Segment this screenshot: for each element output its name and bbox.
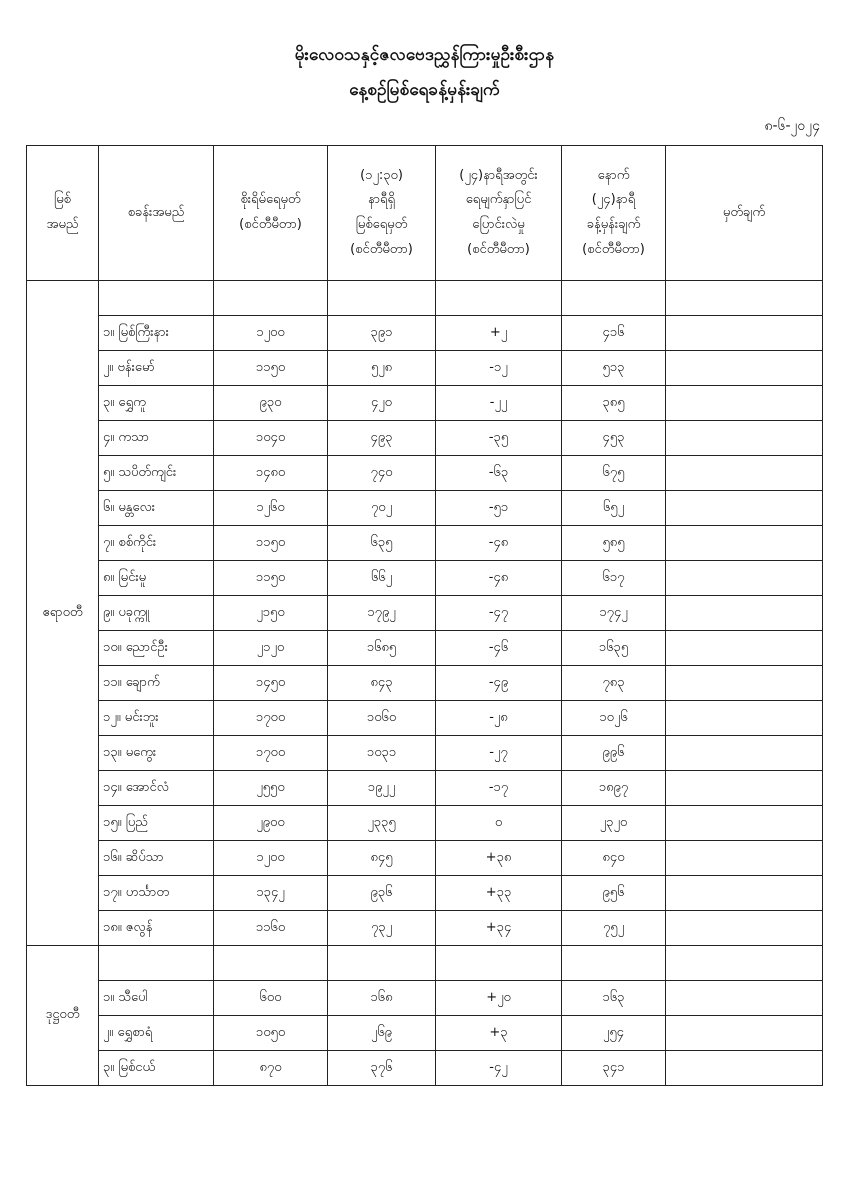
- current-level-cell: ၂၃၃၅: [328, 806, 436, 841]
- change-cell: -၂၇: [436, 736, 562, 771]
- current-level-cell: ၇၄၀: [328, 456, 436, 491]
- column-header-remarks: မှတ်ချက်: [666, 146, 823, 281]
- danger-level-cell: ၈၇၀: [214, 1051, 328, 1086]
- table-body: [27, 281, 823, 1086]
- change-cell: -၆၃: [436, 456, 562, 491]
- change-cell: -၄၈: [436, 561, 562, 596]
- table-row: [27, 1051, 823, 1086]
- change-cell: -၄၉: [436, 666, 562, 701]
- current-level-cell: ၁၇၉၂: [328, 596, 436, 631]
- forecast-cell: ၃၈၅: [562, 386, 666, 421]
- danger-level-cell: ၁၄၅၀: [214, 666, 328, 701]
- forecast-cell: ၆၇၅: [562, 456, 666, 491]
- column-header-forecast: နောက် (၂၄)နာရီ ခန့်မှန်းချက် (စင်တီမီတာ): [562, 146, 666, 281]
- station-name-cell: ၆။ မန္တလေး: [99, 491, 214, 526]
- danger-level-cell: ၆၀၀: [214, 981, 328, 1016]
- forecast-cell: ၆၁၇: [562, 561, 666, 596]
- station-name-cell: ၂။ ဗန်းမော်: [99, 351, 214, 386]
- report-title: မိုးလေဝသနှင့်ဇလဗေဒညွှန်ကြားမှုဦးစီးဌာန: [294, 45, 555, 65]
- table-row: [27, 491, 823, 526]
- danger-level-cell: ၁၇၀၀: [214, 701, 328, 736]
- station-name-cell: ၃။ မြစ်ငယ်: [99, 1051, 214, 1086]
- forecast-cell: ၂၃၂၀: [562, 806, 666, 841]
- current-level-cell: ၅၂၈: [328, 351, 436, 386]
- danger-level-cell: ၂၁၂၀: [214, 631, 328, 666]
- danger-level-cell: ၁၀၄၀: [214, 421, 328, 456]
- danger-level-cell: ၁၁၆၀: [214, 911, 328, 946]
- current-level-cell: ၈၄၃: [328, 666, 436, 701]
- basin-name-cell: ဒုဋ္ဌဝတီ: [27, 946, 99, 1086]
- change-cell: +၃၈: [436, 841, 562, 876]
- column-header-current-level: (၁၂:၃၀) နာရီရှိ မြစ်ရေမှတ် (စင်တီမီတာ): [328, 146, 436, 281]
- change-cell: -၅၁: [436, 491, 562, 526]
- spacer-cell: [666, 946, 823, 981]
- table-row: [27, 526, 823, 561]
- remarks-cell: [666, 701, 823, 736]
- remarks-cell: [666, 351, 823, 386]
- forecast-cell: ၁၆၃: [562, 981, 666, 1016]
- table-header-row: [27, 146, 823, 281]
- remarks-cell: [666, 526, 823, 561]
- station-name-cell: ၁၆။ ဆိပ်သာ: [99, 841, 214, 876]
- forecast-cell: ၅၁၃: [562, 351, 666, 386]
- current-level-cell: ၉၃၆: [328, 876, 436, 911]
- group-spacer-row: [27, 281, 823, 316]
- remarks-cell: [666, 1051, 823, 1086]
- table-row: [27, 806, 823, 841]
- forecast-cell: ၁၈၉၇: [562, 771, 666, 806]
- column-header-change: (၂၄)နာရီအတွင်း ရေမျက်နှာပြင် ပြောင်းလဲမှု (စင်တီမီတာ): [436, 146, 562, 281]
- station-name-cell: ၁၂။ မင်းဘူး: [99, 701, 214, 736]
- change-cell: -၁၇: [436, 771, 562, 806]
- group-spacer-row: [27, 946, 823, 981]
- change-cell: -၄၆: [436, 631, 562, 666]
- spacer-cell: [214, 946, 328, 981]
- remarks-cell: [666, 491, 823, 526]
- spacer-cell: [436, 946, 562, 981]
- forecast-cell: ၇၈၃: [562, 666, 666, 701]
- spacer-cell: [562, 946, 666, 981]
- current-level-cell: ၁၀၆၀: [328, 701, 436, 736]
- table-row: [27, 736, 823, 771]
- remarks-cell: [666, 876, 823, 911]
- table-row: [27, 316, 823, 351]
- current-level-cell: ၃၉၁: [328, 316, 436, 351]
- current-level-cell: ၂၆၉: [328, 1016, 436, 1051]
- spacer-cell: [328, 946, 436, 981]
- current-level-cell: ၃၇၆: [328, 1051, 436, 1086]
- report-date: ၈-၆-၂၀၂၄: [764, 118, 820, 134]
- forecast-cell: ၅၈၅: [562, 526, 666, 561]
- column-header-basin: မြစ် အမည်: [27, 146, 99, 281]
- remarks-cell: [666, 666, 823, 701]
- forecast-cell: ၄၅၃: [562, 421, 666, 456]
- table-row: [27, 596, 823, 631]
- station-name-cell: ၁၈။ ဇလွန်: [99, 911, 214, 946]
- forecast-cell: ၆၅၂: [562, 491, 666, 526]
- danger-level-cell: ၁၁၅၀: [214, 351, 328, 386]
- remarks-cell: [666, 841, 823, 876]
- station-name-cell: ၃။ ရွှေကူ: [99, 386, 214, 421]
- remarks-cell: [666, 456, 823, 491]
- remarks-cell: [666, 806, 823, 841]
- spacer-cell: [328, 281, 436, 316]
- change-cell: -၄၂: [436, 1051, 562, 1086]
- forecast-cell: ၉၉၆: [562, 736, 666, 771]
- table-row: [27, 386, 823, 421]
- station-name-cell: ၅။ သပိတ်ကျင်း: [99, 456, 214, 491]
- column-header-danger-level: စိုးရိမ်ရေမှတ် (စင်တီမီတာ): [214, 146, 328, 281]
- table-row: [27, 421, 823, 456]
- current-level-cell: ၄၉၃: [328, 421, 436, 456]
- station-name-cell: ၈။ မြင်းမူ: [99, 561, 214, 596]
- station-name-cell: ၁၅။ ပြည်: [99, 806, 214, 841]
- change-cell: +၃၄: [436, 911, 562, 946]
- danger-level-cell: ၁၂၆၀: [214, 491, 328, 526]
- spacer-cell: [436, 281, 562, 316]
- station-name-cell: ၁။ သီပေါ: [99, 981, 214, 1016]
- forecast-cell: ၃၄၁: [562, 1051, 666, 1086]
- basin-name-cell: ဧရာဝတီ: [27, 281, 99, 946]
- spacer-cell: [214, 281, 328, 316]
- forecast-cell: ၁၆၃၅: [562, 631, 666, 666]
- change-cell: +၂: [436, 316, 562, 351]
- current-level-cell: ၇၃၂: [328, 911, 436, 946]
- danger-level-cell: ၂၉၀၀: [214, 806, 328, 841]
- change-cell: -၂၈: [436, 701, 562, 736]
- table-row: [27, 876, 823, 911]
- danger-level-cell: ၂၅၅၀: [214, 771, 328, 806]
- danger-level-cell: ၁၁၅၀: [214, 526, 328, 561]
- danger-level-cell: ၁၀၅၀: [214, 1016, 328, 1051]
- current-level-cell: ၁၀၃၁: [328, 736, 436, 771]
- danger-level-cell: ၉၃၀: [214, 386, 328, 421]
- spacer-cell: [666, 281, 823, 316]
- forecast-cell: ၄၁၆: [562, 316, 666, 351]
- river-level-table: [26, 145, 823, 1086]
- remarks-cell: [666, 911, 823, 946]
- change-cell: ၀: [436, 806, 562, 841]
- station-name-cell: ၄။ ကသာ: [99, 421, 214, 456]
- remarks-cell: [666, 561, 823, 596]
- danger-level-cell: ၁၁၅၀: [214, 561, 328, 596]
- forecast-cell: ၉၅၆: [562, 876, 666, 911]
- current-level-cell: ၆၃၅: [328, 526, 436, 561]
- table-row: [27, 1016, 823, 1051]
- remarks-cell: [666, 316, 823, 351]
- current-level-cell: ၆၆၂: [328, 561, 436, 596]
- change-cell: -၁၂: [436, 351, 562, 386]
- danger-level-cell: ၁၄၈၀: [214, 456, 328, 491]
- forecast-cell: ၇၅၂: [562, 911, 666, 946]
- spacer-cell: [562, 281, 666, 316]
- current-level-cell: ၁၆၈: [328, 981, 436, 1016]
- current-level-cell: ၁၆၈၅: [328, 631, 436, 666]
- remarks-cell: [666, 631, 823, 666]
- table-row: [27, 456, 823, 491]
- forecast-cell: ၂၅၄: [562, 1016, 666, 1051]
- station-name-cell: ၉။ ပခုက္ကူ: [99, 596, 214, 631]
- table-row: [27, 841, 823, 876]
- station-name-cell: ၁။ မြစ်ကြီးနား: [99, 316, 214, 351]
- station-name-cell: ၁၀။ ညောင်ဦး: [99, 631, 214, 666]
- station-name-cell: ၁၃။ မကွေး: [99, 736, 214, 771]
- danger-level-cell: ၁၂၀၀: [214, 316, 328, 351]
- station-name-cell: ၇။ စစ်ကိုင်း: [99, 526, 214, 561]
- station-name-cell: ၁၇။ ဟင်္သာတ: [99, 876, 214, 911]
- remarks-cell: [666, 981, 823, 1016]
- remarks-cell: [666, 1016, 823, 1051]
- station-name-cell: ၂။ ရွှေစာရံ: [99, 1016, 214, 1051]
- current-level-cell: ၄၂၀: [328, 386, 436, 421]
- danger-level-cell: ၂၁၅၀: [214, 596, 328, 631]
- table-row: [27, 911, 823, 946]
- danger-level-cell: ၁၃၄၂: [214, 876, 328, 911]
- table-row: [27, 351, 823, 386]
- table-row: [27, 771, 823, 806]
- spacer-cell: [99, 281, 214, 316]
- remarks-cell: [666, 736, 823, 771]
- forecast-cell: ၁၇၄၂: [562, 596, 666, 631]
- column-header-station: စခန်းအမည်: [99, 146, 214, 281]
- current-level-cell: ၈၄၅: [328, 841, 436, 876]
- remarks-cell: [666, 386, 823, 421]
- current-level-cell: ၁၉၂၂: [328, 771, 436, 806]
- change-cell: +၂၀: [436, 981, 562, 1016]
- spacer-cell: [99, 946, 214, 981]
- remarks-cell: [666, 596, 823, 631]
- current-level-cell: ၇၀၂: [328, 491, 436, 526]
- station-name-cell: ၁၄။ အောင်လံ: [99, 771, 214, 806]
- table-row: [27, 561, 823, 596]
- remarks-cell: [666, 421, 823, 456]
- change-cell: -၂၂: [436, 386, 562, 421]
- change-cell: -၃၅: [436, 421, 562, 456]
- forecast-cell: ၈၄၀: [562, 841, 666, 876]
- change-cell: -၄၈: [436, 526, 562, 561]
- remarks-cell: [666, 771, 823, 806]
- table-row: [27, 981, 823, 1016]
- forecast-cell: ၁၀၂၆: [562, 701, 666, 736]
- table-row: [27, 666, 823, 701]
- danger-level-cell: ၁၇၀၀: [214, 736, 328, 771]
- table-row: [27, 631, 823, 666]
- station-name-cell: ၁၁။ ချောက်: [99, 666, 214, 701]
- change-cell: +၃: [436, 1016, 562, 1051]
- change-cell: +၃၃: [436, 876, 562, 911]
- danger-level-cell: ၁၂၀၀: [214, 841, 328, 876]
- change-cell: -၄၇: [436, 596, 562, 631]
- table-row: [27, 701, 823, 736]
- report-subtitle: နေ့စဉ်မြစ်ရေခန့်မှန်းချက်: [349, 80, 500, 100]
